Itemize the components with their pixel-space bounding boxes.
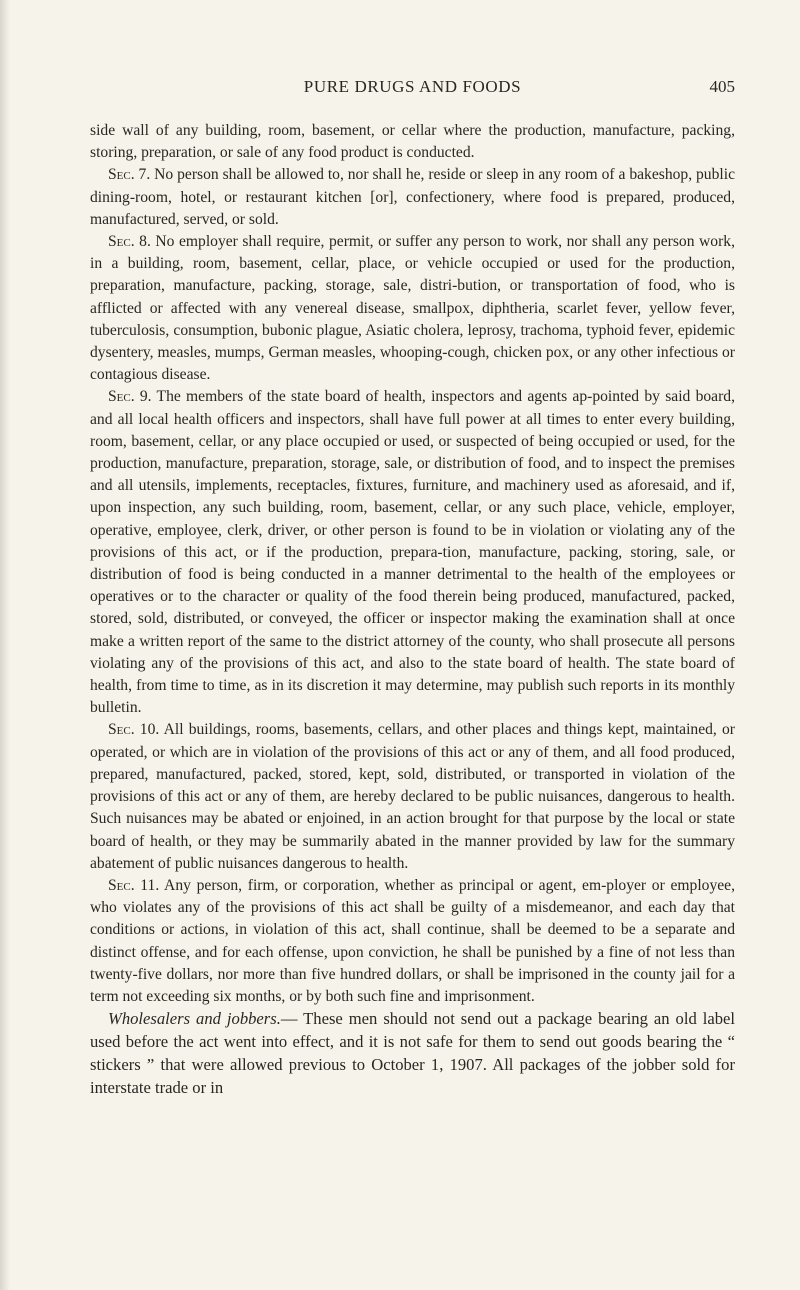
binding-shadow (0, 0, 10, 1290)
section-label: Sec. 10. (108, 721, 160, 739)
section-label: Sec. 11. (108, 876, 160, 894)
paragraph-text: side wall of any building, room, basement, or cellar where the production, manufacture, packing, storing, preparation, or sale of any food product is conducted. (90, 122, 735, 162)
paragraph-text: The members of the state board of health, inspectors and agents ap-pointed by said board, and all local health officers and inspectors, shall have full power at all times to enter every building, room, basement, cellar, or any place occupied or used, or suspected of being occupied or used, for the production, manufacture, preparation, storage, sale, or distribution of food, and to inspect the premises and all utensils, implements, receptacles, fixtures, furniture, and machinery used as aforesaid, and if, upon inspection, any such building, room, basement, cellar, or any such place, vehicle, employer, operative, employee, clerk, driver, or other person is found to be in violation or violating any of the provisions of this act, or if the production, prepara-tion, manufacture, packing, storing, sale, or distribution of food is being conducted in a manner detrimental to the health of the employees or operatives or to the character or quality of the food therein being produced, manufactured, packed, stored, sold, distributed, or conveyed, the officer or inspector making the examination shall at once make a written report of the same to the district attorney of the county, who shall prosecute all persons violating any of the provisions of this act, and also to the state board of health. The state board of health, from time to time, as in its discretion it may determine, may publish such reports in its monthly bulletin. (90, 388, 735, 717)
page-number: 405 (709, 77, 735, 96)
section-8 (90, 231, 735, 386)
section-9 (90, 386, 735, 719)
paragraph-continuation (90, 120, 735, 164)
paragraph-text: All buildings, rooms, basements, cellars, and other places and things kept, maintained, or operated, or which are in violation of the provisions of this act or any of them, and all food produced, prepared, manufactured, packed, stored, kept, sold, distributed, or transported in violation of the provisions of this act or any of them, are hereby declared to be public nuisances, dangerous to health. Such nuisances may be abated or enjoined, in an action brought for that purpose by the local or state board of health, or they may be summarily abated in the manner provided by law for the summary abatement of public nuisances dangerous to health. (90, 721, 735, 872)
paragraph-text: No employer shall require, permit, or suffer any person to work, nor shall any person work, in a building, room, basement, cellar, place, or vehicle occupied or used for the production, preparation, manufacture, packing, storage, sale, distri-bution, or transportation of food, who is afflicted or affected with any venereal disease, smallpox, diphtheria, scarlet fever, yellow fever, tuberculosis, consumption, bubonic plague, Asiatic cholera, leprosy, trachoma, typhoid fever, epidemic dysentery, measles, mumps, German measles, whooping-cough, chicken pox, or any other infectious or contagious disease. (90, 233, 735, 384)
section-label: Sec. 9. (108, 388, 152, 406)
paragraph-text: Any person, firm, or corporation, whether as principal or agent, em-ployer or employee, who violates any of the provisions of this act shall be guilty of a misdemeanor, and each day that conditions or actions, in violation of this act, shall continue, shall be deemed to be a separate and distinct offense, and for each offense, upon conviction, he shall be punished by a fine of not less than twenty-five dollars, nor more than five hundred dollars, or shall be imprisoned in the county jail for a term not exceeding six months, or by both such fine and imprisonment. (90, 876, 735, 1005)
paragraph-text: — These men should not send out a package bearing an old label used before the act went into effect, and it is not safe for them to send out goods bearing the “ stickers ” that were allowed previous to October 1, 1907. All packages of the jobber sold for interstate trade or in (90, 1009, 735, 1097)
section-label: Sec. 8. (108, 233, 151, 251)
section-label: Sec. 7. (108, 166, 151, 184)
paragraph-text: No person shall be allowed to, nor shall he, reside or sleep in any room of a bakeshop, public dining-room, hotel, or restaurant kitchen [or], confectionery, where food is prepared, produced, manufactured, served, or sold. (90, 166, 735, 228)
section-7 (90, 164, 735, 231)
body-text (90, 120, 735, 1099)
page-header (90, 77, 735, 101)
running-title: PURE DRUGS AND FOODS (303, 77, 522, 96)
section-10 (90, 719, 735, 874)
italic-lead: Wholesalers and jobbers. (108, 1009, 281, 1029)
section-11 (90, 875, 735, 1008)
wholesalers-paragraph (90, 1008, 735, 1099)
